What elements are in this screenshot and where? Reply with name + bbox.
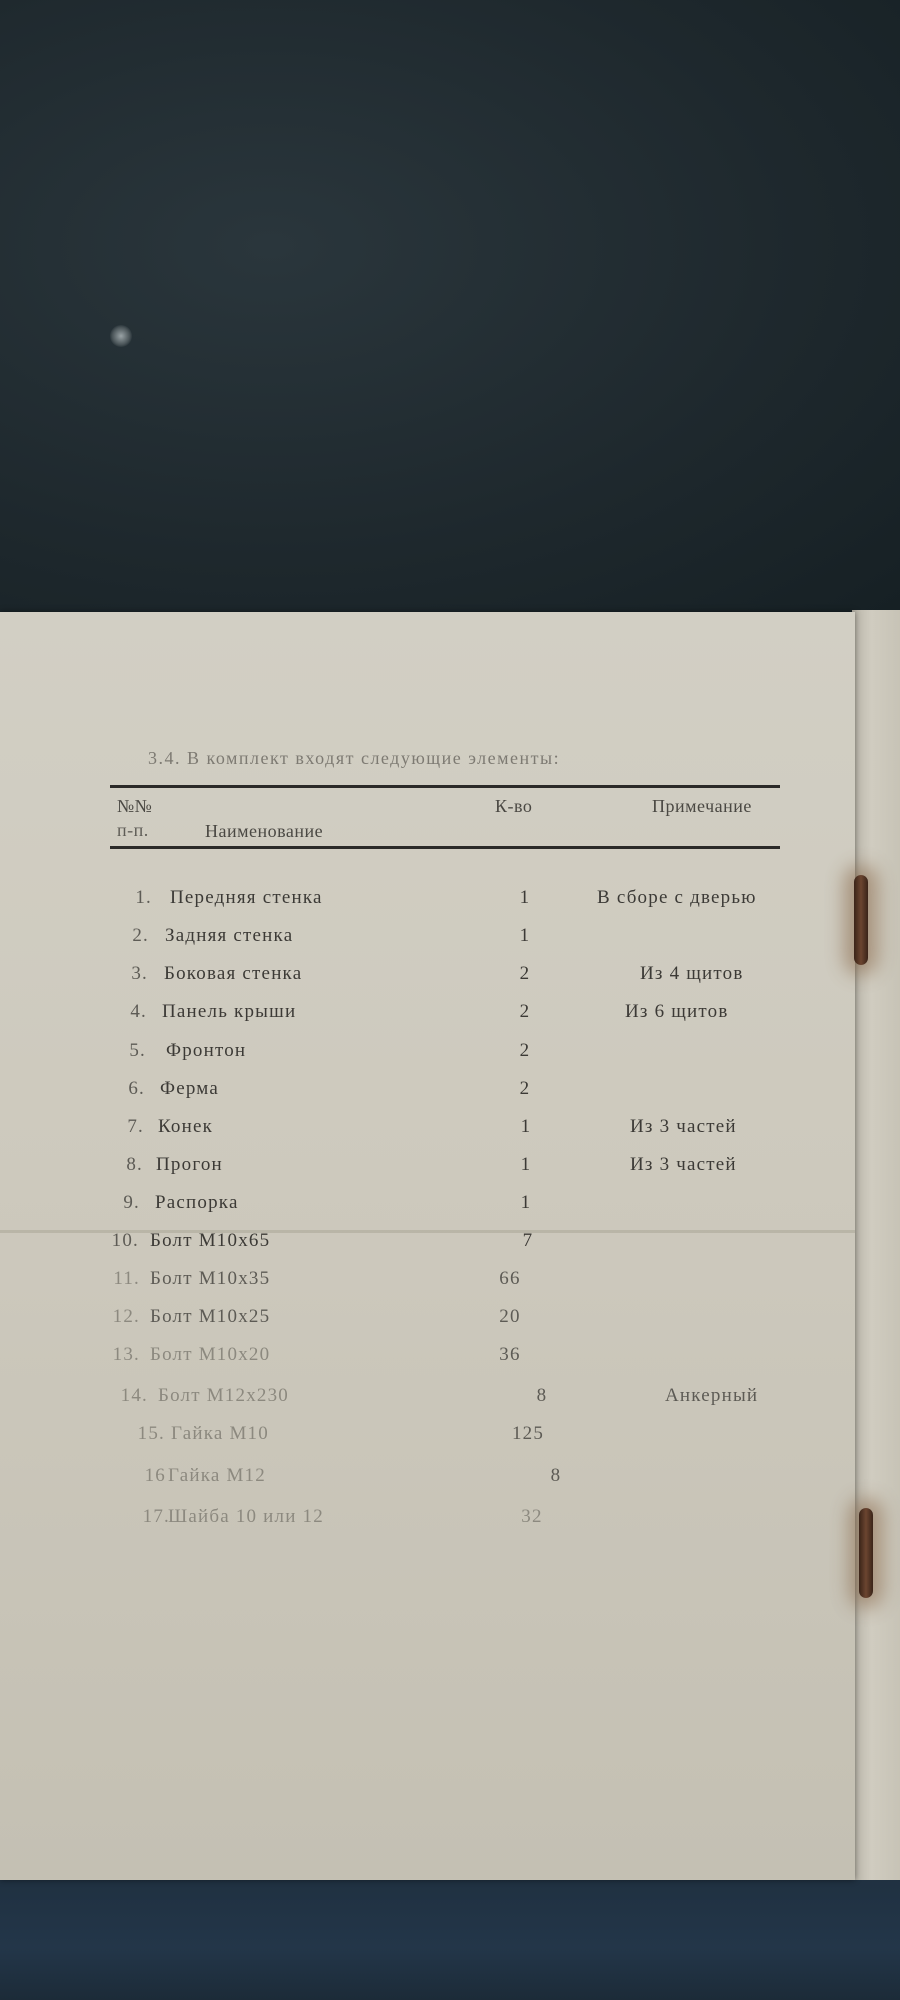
row-name: Гайка М12 bbox=[168, 1465, 266, 1486]
row-number: 14. bbox=[120, 1385, 148, 1406]
section-caption: 3.4. В комплект входят следующие элементы: bbox=[148, 748, 561, 768]
row-note: Из 4 щитов bbox=[640, 963, 744, 984]
table-row bbox=[0, 1040, 855, 1070]
table-row bbox=[0, 1154, 855, 1184]
row-number: 3. bbox=[131, 963, 148, 984]
row-note: В сборе с дверью bbox=[597, 887, 757, 908]
row-quantity: 1 bbox=[520, 1192, 532, 1213]
staple-icon bbox=[859, 1508, 873, 1598]
row-quantity: 1 bbox=[520, 1116, 532, 1137]
row-quantity: 2 bbox=[519, 1078, 531, 1099]
background-cloth-bottom bbox=[0, 1870, 900, 2000]
row-name: Болт М10х35 bbox=[150, 1268, 271, 1289]
row-number: 11. bbox=[113, 1268, 140, 1289]
row-name: Прогон bbox=[156, 1154, 223, 1175]
header-number-line2: п-п. bbox=[117, 820, 149, 840]
table-row bbox=[0, 1001, 855, 1031]
next-page-edge bbox=[852, 610, 900, 1880]
table-row bbox=[0, 1506, 855, 1536]
row-name: Болт М10х25 bbox=[150, 1306, 271, 1327]
row-number: 2. bbox=[132, 925, 149, 946]
row-number: 15. bbox=[137, 1423, 165, 1444]
row-quantity: 36 bbox=[499, 1344, 521, 1365]
row-name: Гайка М10 bbox=[171, 1423, 269, 1444]
row-number: 12. bbox=[112, 1306, 140, 1327]
row-quantity: 2 bbox=[519, 1001, 531, 1022]
row-note: Из 6 щитов bbox=[625, 1001, 729, 1022]
row-number: 13. bbox=[112, 1344, 140, 1365]
row-number: 10. bbox=[111, 1230, 139, 1251]
table-row bbox=[0, 1465, 855, 1495]
row-number: 17. bbox=[142, 1506, 170, 1527]
row-quantity: 125 bbox=[511, 1423, 545, 1444]
table-row bbox=[0, 1078, 855, 1108]
row-name: Болт М10х65 bbox=[150, 1230, 271, 1251]
row-quantity: 1 bbox=[519, 887, 531, 908]
table-row bbox=[0, 1230, 855, 1260]
row-quantity: 2 bbox=[519, 1040, 531, 1061]
table-row bbox=[0, 925, 855, 955]
header-name: Наименование bbox=[205, 821, 324, 841]
row-number: 16 bbox=[144, 1465, 166, 1486]
header-number-line1: №№ bbox=[117, 796, 153, 816]
row-note: Анкерный bbox=[665, 1385, 759, 1406]
table-row bbox=[0, 1192, 855, 1222]
row-note: Из 3 частей bbox=[630, 1116, 737, 1137]
row-name: Конек bbox=[158, 1116, 214, 1137]
row-quantity: 32 bbox=[521, 1506, 543, 1527]
row-name: Задняя стенка bbox=[165, 925, 294, 946]
table-row bbox=[0, 1268, 855, 1298]
staple-icon bbox=[854, 875, 868, 965]
row-number: 7. bbox=[127, 1116, 144, 1137]
row-quantity: 1 bbox=[520, 1154, 532, 1175]
row-name: Шайба 10 или 12 bbox=[168, 1506, 324, 1527]
row-name: Болт М12х230 bbox=[158, 1385, 289, 1406]
table-header-rule bbox=[110, 846, 780, 849]
row-number: 1. bbox=[135, 887, 152, 908]
row-number: 4. bbox=[130, 1001, 147, 1022]
table-row bbox=[0, 1344, 855, 1374]
row-name: Болт М10х20 bbox=[150, 1344, 271, 1365]
row-quantity: 8 bbox=[536, 1385, 548, 1406]
row-name: Панель крыши bbox=[162, 1001, 297, 1022]
table-row bbox=[0, 1306, 855, 1336]
row-number: 9. bbox=[123, 1192, 140, 1213]
row-quantity: 2 bbox=[519, 963, 531, 984]
table-row bbox=[0, 1385, 855, 1415]
row-number: 6. bbox=[128, 1078, 145, 1099]
row-note: Из 3 частей bbox=[630, 1154, 737, 1175]
row-quantity: 1 bbox=[519, 925, 531, 946]
row-name: Ферма bbox=[160, 1078, 219, 1099]
table-row bbox=[0, 1116, 855, 1146]
cloth-hole bbox=[110, 325, 132, 347]
row-name: Распорка bbox=[155, 1192, 239, 1213]
row-quantity: 20 bbox=[499, 1306, 521, 1327]
table-row bbox=[0, 1423, 855, 1453]
table-top-rule bbox=[110, 785, 780, 788]
header-note: Примечание bbox=[652, 796, 752, 816]
row-name: Передняя стенка bbox=[170, 887, 323, 908]
row-number: 5. bbox=[129, 1040, 146, 1061]
row-quantity: 7 bbox=[522, 1230, 534, 1251]
table-row bbox=[0, 963, 855, 993]
table-row bbox=[0, 887, 855, 917]
row-quantity: 66 bbox=[499, 1268, 521, 1289]
row-number: 8. bbox=[126, 1154, 143, 1175]
row-quantity: 8 bbox=[550, 1465, 562, 1486]
background-cloth-top bbox=[0, 0, 900, 615]
row-name: Фронтон bbox=[166, 1040, 247, 1061]
header-quantity: К-во bbox=[495, 796, 533, 816]
row-name: Боковая стенка bbox=[164, 963, 303, 984]
